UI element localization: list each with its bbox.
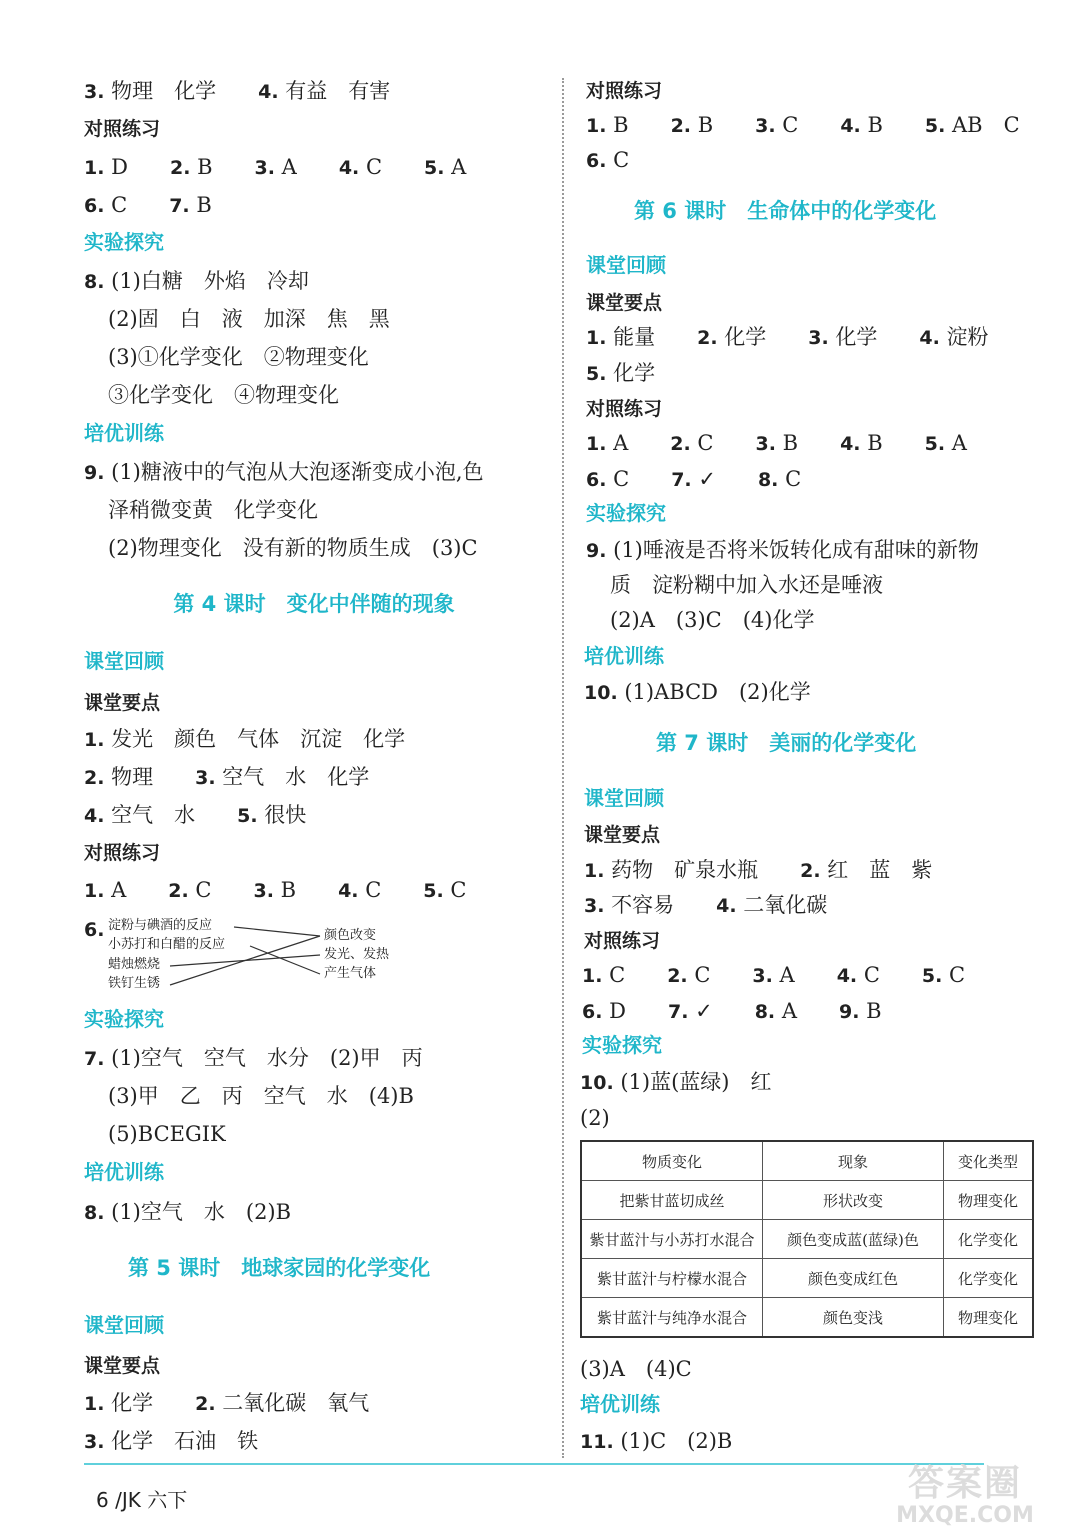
answer-line: 9. (1)唾液是否将米饭转化成有甜味的新物 [586, 538, 979, 562]
section-label: 培优训练 [584, 644, 664, 668]
answer-line: 2. 物理 3. 空气 水 化学 [84, 765, 370, 789]
answer-line: 5. 化学 [586, 361, 656, 385]
answer-line: 3. 化学 石油 铁 [84, 1429, 259, 1453]
lesson-heading: 第 5 课时 地球家园的化学变化 [128, 1256, 431, 1280]
table-row [581, 1259, 1033, 1298]
section-label: 课堂回顾 [584, 786, 664, 810]
match-right-item: 产生气体 [324, 966, 377, 981]
section-label: 实验探究 [586, 501, 666, 525]
answer-line: (3)甲 乙 丙 空气 水 (4)B [108, 1084, 414, 1108]
answer-line: (3)①化学变化 ②物理变化 [108, 345, 369, 369]
section-label: 实验探究 [84, 1007, 164, 1031]
answer-line: 3. 物理 化学 4. 有益 有害 [84, 79, 391, 103]
subheading: 课堂要点 [84, 692, 161, 714]
matching-diagram [84, 916, 414, 992]
section-label: 课堂回顾 [84, 649, 164, 673]
subheading: 对照练习 [84, 118, 161, 140]
answer-line: 1. B 2. B 3. C 4. B 5. AB C [586, 113, 1020, 137]
watermark-text: 答案圈 [907, 1463, 1022, 1504]
answer-line: 1. 发光 颜色 气体 沉淀 化学 [84, 727, 406, 751]
section-label: 培优训练 [84, 421, 164, 445]
answer-line: 1. 化学 2. 二氧化碳 氧气 [84, 1391, 370, 1415]
answer-line: 6. D 7. ✓ 8. A 9. B [582, 999, 882, 1023]
section-label: 培优训练 [580, 1392, 660, 1416]
table-cell: 物理变化 [944, 1181, 1034, 1220]
table-header-row [581, 1141, 1033, 1181]
table-cell: 形状改变 [763, 1181, 944, 1220]
match-left-item: 铁钉生锈 [108, 976, 161, 991]
answer-line: 8. (1)白糖 外焰 冷却 [84, 269, 309, 293]
lesson-heading: 第 6 课时 生命体中的化学变化 [634, 199, 937, 223]
match-left-item: 小苏打和白醋的反应 [108, 937, 226, 952]
answer-line: (3)A (4)C [580, 1357, 692, 1381]
table-row [581, 1220, 1033, 1259]
match-right-item: 颜色改变 [324, 928, 377, 943]
match-left-item: 蜡烛燃烧 [108, 957, 161, 972]
table-cell: 化学变化 [944, 1220, 1034, 1259]
table-cell: 颜色变浅 [763, 1298, 944, 1338]
watermark-logo [880, 1463, 1050, 1528]
answer-line: 8. (1)空气 水 (2)B [84, 1200, 292, 1224]
table-cell: 紫甘蓝汁与小苏打水混合 [581, 1220, 763, 1259]
subheading: 对照练习 [586, 398, 663, 420]
table-row [581, 1181, 1033, 1220]
subheading: 对照练习 [84, 842, 161, 864]
footer-rule [84, 1463, 984, 1465]
lesson-heading: 第 4 课时 变化中伴随的现象 [173, 592, 455, 616]
answer-line: 泽稍微变黄 化学变化 [108, 498, 318, 522]
table-cell: 把紫甘蓝切成丝 [581, 1181, 763, 1220]
watermark-url: MXQE.COM [896, 1503, 1034, 1528]
table-cell: 紫甘蓝汁与柠檬水混合 [581, 1259, 763, 1298]
answer-line: 1. 能量 2. 化学 3. 化学 4. 淀粉 [586, 325, 989, 349]
answer-table [580, 1140, 1034, 1338]
subheading: 课堂要点 [84, 1355, 161, 1377]
table-cell: 颜色变成红色 [763, 1259, 944, 1298]
table-cell: 物理变化 [944, 1298, 1034, 1338]
answer-line: 10. (1)ABCD (2)化学 [584, 680, 811, 704]
answer-line: 6. C 7. ✓ 8. C [586, 467, 802, 491]
answer-line: 3. 不容易 4. 二氧化碳 [584, 893, 828, 917]
question-number: 6. [84, 919, 105, 941]
answer-line: 质 淀粉糊中加入水还是唾液 [610, 573, 883, 597]
answer-line: (2) [580, 1106, 610, 1130]
answer-line: 6. C 7. B [84, 193, 212, 217]
table-header-cell: 变化类型 [944, 1141, 1034, 1181]
section-label: 实验探究 [582, 1033, 662, 1057]
answer-line: 7. (1)空气 空气 水分 (2)甲 丙 [84, 1046, 423, 1070]
answer-line: 4. 空气 水 5. 很快 [84, 803, 307, 827]
answer-line: 1. D 2. B 3. A 4. C 5. A [84, 155, 467, 179]
table-header-cell: 物质变化 [581, 1141, 763, 1181]
match-lines [84, 916, 414, 992]
section-label: 课堂回顾 [586, 253, 666, 277]
answer-line: 6. C [586, 148, 630, 172]
section-label: 实验探究 [84, 230, 164, 254]
answer-line: 1. 药物 矿泉水瓶 2. 红 蓝 紫 [584, 858, 933, 882]
answer-line: ③化学变化 ④物理变化 [108, 383, 339, 407]
section-label: 培优训练 [84, 1160, 164, 1184]
subheading: 对照练习 [584, 930, 661, 952]
answer-line: (2)A (3)C (4)化学 [610, 608, 815, 632]
answer-line: 1. A 2. C 3. B 4. B 5. A [586, 431, 967, 455]
subheading: 对照练习 [586, 80, 663, 102]
answer-line: (5)BCEGIK [108, 1122, 226, 1146]
page-footer: 6 /JK 六下 [96, 1488, 188, 1512]
answer-line: (2)固 白 液 加深 焦 黑 [108, 307, 390, 331]
answer-line: 1. C 2. C 3. A 4. C 5. C [582, 963, 966, 987]
answer-line: 1. A 2. C 3. B 4. C 5. C [84, 878, 467, 902]
table-cell: 化学变化 [944, 1259, 1034, 1298]
subheading: 课堂要点 [584, 824, 661, 846]
table-cell: 颜色变成蓝(蓝绿)色 [763, 1220, 944, 1259]
answer-line: 11. (1)C (2)B [580, 1429, 733, 1453]
answer-line: 10. (1)蓝(蓝绿) 红 [580, 1070, 772, 1094]
table-cell: 紫甘蓝汁与纯净水混合 [581, 1298, 763, 1338]
answer-line: (2)物理变化 没有新的物质生成 (3)C [108, 536, 478, 560]
section-label: 课堂回顾 [84, 1313, 164, 1337]
subheading: 课堂要点 [586, 292, 663, 314]
match-left-item: 淀粉与碘酒的反应 [108, 918, 213, 933]
column-divider [562, 78, 564, 1458]
lesson-heading: 第 7 课时 美丽的化学变化 [656, 731, 917, 755]
match-right-item: 发光、发热 [324, 947, 390, 962]
table-header-cell: 现象 [763, 1141, 944, 1181]
table-row [581, 1298, 1033, 1338]
answer-line: 9. (1)糖液中的气泡从大泡逐渐变成小泡,色 [84, 460, 484, 484]
